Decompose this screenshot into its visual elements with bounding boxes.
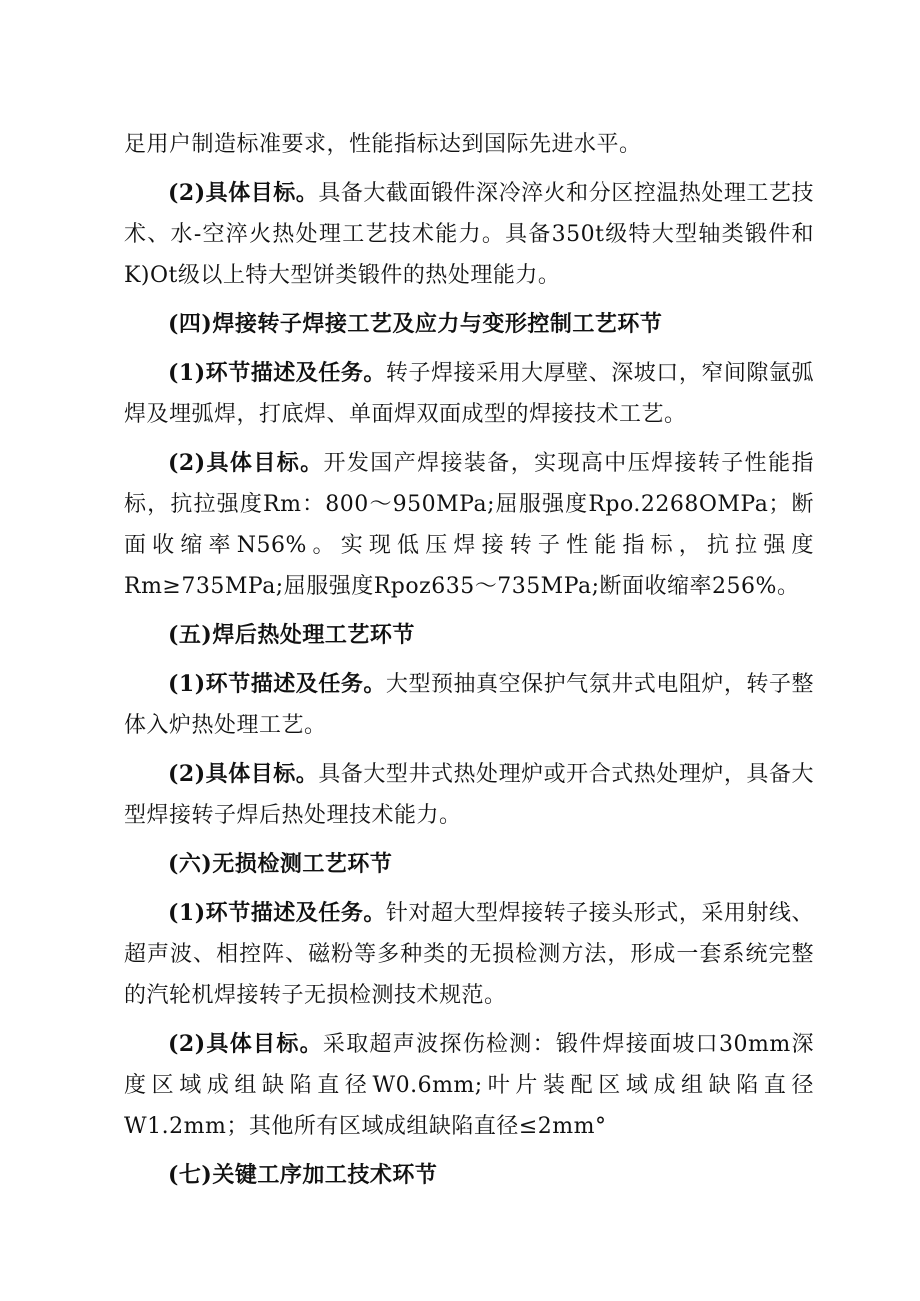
paragraph-ndt-target [124, 1024, 814, 1147]
paragraph-lead: (2)具体目标。 [168, 761, 319, 787]
paragraph-text: 采取超声波探伤检测：锻件焊接面坡口30mm深度区域成组缺陷直径W0.6mm;叶片装配区域成组缺陷直径W1.2mm；其他所有区域成组缺陷直径≤2mm° [124, 1032, 814, 1139]
document-page [124, 124, 814, 1204]
paragraph-lead: (1)环节描述及任务。 [168, 360, 386, 386]
paragraph-text: 开发国产焊接装备，实现高中压焊接转子性能指标，抗拉强度Rm：800～950MPa;屈服强度Rpo.2268OMPa；断面收缩率N56%。实现低压焊接转子性能指标，抗拉强度Rm≥735MPa;屈服强度Rpoz635～735MPa;断面收缩率256%。 [124, 451, 814, 599]
paragraph-lead: (1)环节描述及任务。 [168, 900, 386, 926]
paragraph-lead: (2)具体目标。 [168, 450, 324, 476]
paragraph-lead: (1)环节描述及任务。 [168, 671, 386, 697]
paragraph-ndt-task [124, 893, 814, 1016]
paragraph-target-heat-treatment [124, 173, 814, 296]
paragraph-welding-task [124, 353, 814, 435]
paragraph-lead: (2)具体目标。 [168, 1031, 323, 1057]
section-heading-7: (七)关键工序加工技术环节 [168, 1162, 438, 1188]
paragraph-lead: (2)具体目标。 [168, 180, 319, 206]
paragraph-text: 大型预抽真空保护气氛井式电阻炉，转子整体入炉热处理工艺。 [124, 672, 814, 738]
paragraph-text: 足用户制造标准要求，性能指标达到国际先进水平。 [124, 132, 642, 157]
section-heading-6: (六)无损检测工艺环节 [168, 851, 393, 877]
paragraph-text: 转子焊接采用大厚壁、深坡口，窄间隙氩弧焊及埋弧焊，打底焊、单面焊双面成型的焊接技术工艺。 [124, 361, 814, 427]
paragraph-continuation [124, 124, 814, 165]
paragraph-welding-target [124, 443, 814, 607]
paragraph-text: 针对超大型焊接转子接头形式，采用射线、超声波、相控阵、磁粉等多种类的无损检测方法，形成一套系统完整的汽轮机焊接转子无损检测技术规范。 [124, 901, 814, 1008]
paragraph-post-weld-target [124, 754, 814, 836]
paragraph-text: 具备大截面锻件深冷淬火和分区控温热处理工艺技术、水-空淬火热处理工艺技术能力。具备350t级特大型轴类锻件和K)Ot级以上特大型饼类锻件的热处理能力。 [124, 181, 814, 288]
paragraph-post-weld-task [124, 664, 814, 746]
paragraph-text: 具备大型井式热处理炉或开合式热处理炉，具备大型焊接转子焊后热处理技术能力。 [124, 762, 814, 828]
section-heading-4: (四)焊接转子焊接工艺及应力与变形控制工艺环节 [168, 311, 663, 337]
section-heading-5: (五)焊后热处理工艺环节 [168, 622, 415, 648]
